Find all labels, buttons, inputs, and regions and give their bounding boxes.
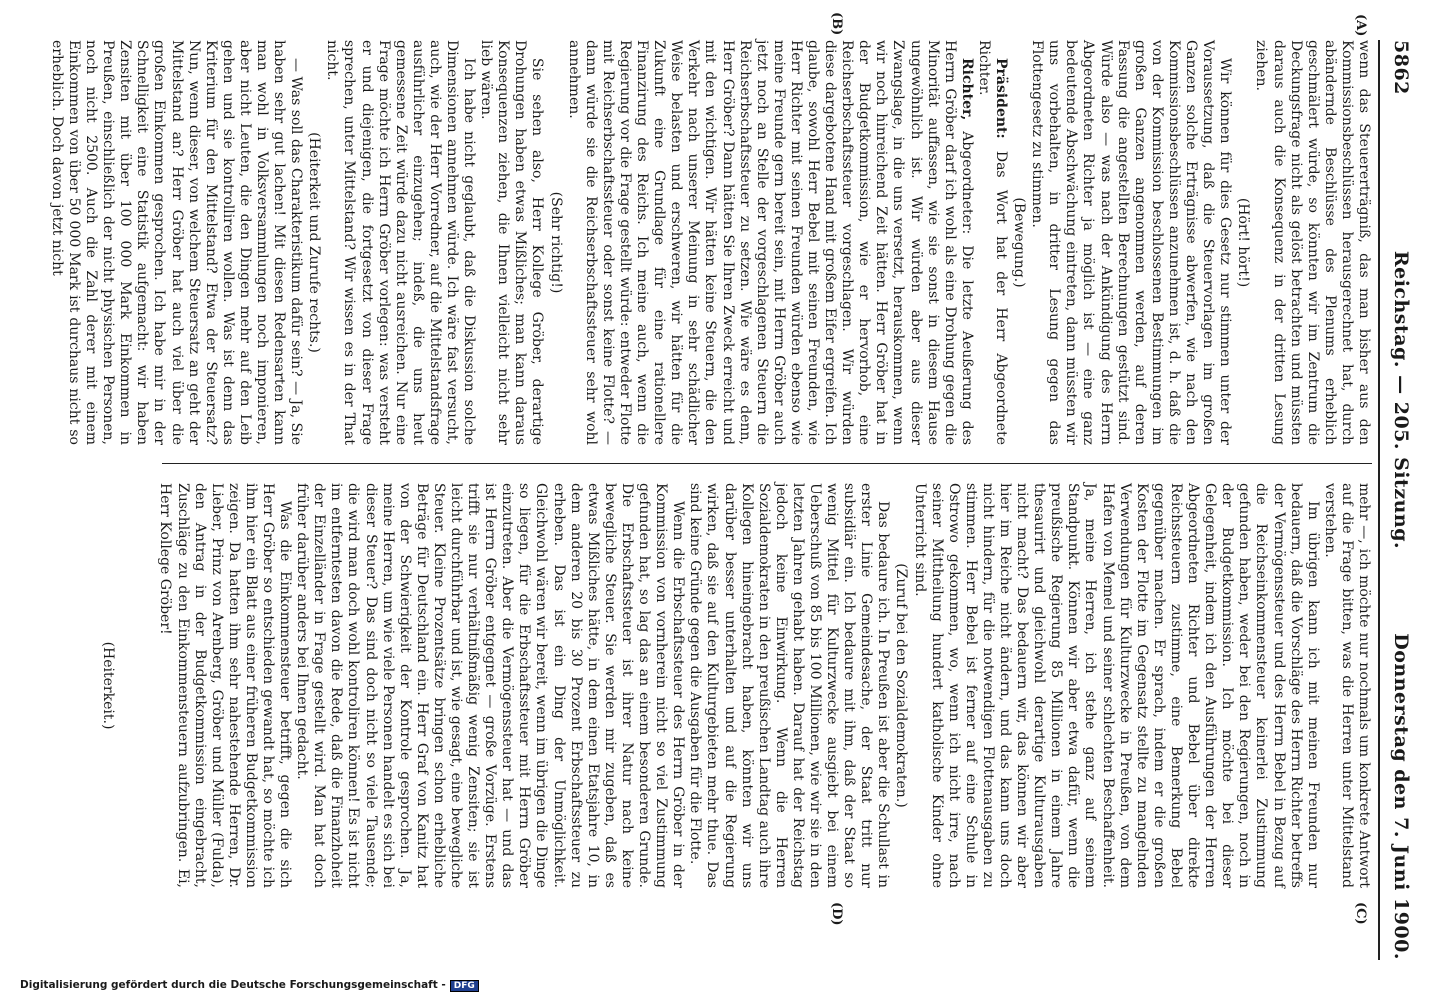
paragraph: wenn das Steuererträgniß, das man bisher aus den Kommissionsbeschlüssen herausgerechnet hat, durch abändernde Beschlüsse des Plenums erheblich geschmälert würde, so könnten wir im Zentrum die Deckungsfrage nicht als gelöst betrachten und müssten daraus auch die Konsequenz in der dritten Lesung ziehen. [1253,40,1372,445]
margin-marker-d: (D) [829,902,844,926]
right-column [92,483,1372,888]
paragraph: mehr —, ich möchte nur nochmals um konkrete Antwort auf die Frage bitten, was die Herren unter Mittelstand verstehen. [1321,483,1372,888]
paragraph: Wenn die Erbschaftssteuer des Herrn Gröber in der Kommission von vornherein nicht so viel Zustimmung gefunden hat, so lag das an einem besonderen Grunde. Die Erbschaftssteuer ist ihrer Natur nach keine bewegliche Steuer. Sie werden mir zugeben, daß es etwas Mißliches hätte, in dem einen Etatsjahre 10, in dem anderen 20 bis 30 Prozent Erbschaftssteuer zu erheben. Das ist ein Ding der Unmöglichkeit. Gleichwohl wären wir bereit, wenn im übrigen die Dinge so liegen, für die Erbschaftssteuer mit Herrn Gröber einzutreten. Aber die Vermögenssteuer hat — und das ist Herrn Gröber entgegnet — große Vorzüge. Erstens trifft sie nur verhältnißmäßig wenig Zensiten; sie ist leicht durchführbar und ist, wie gesagt, eine bewegliche Steuer. Kleine Prozentsätze bringen schon erhebliche Beträge für Deutschland ein. Herr Graf von Kanitz hat von der Schwierigkeit der Kontrole gesprochen. Ja, meine Herren, um wie viele Personen handelt es sich bei dieser Steuer? Das sind doch nicht so viele Tausende; die wird man doch wohl kontroliren können! Es ist nicht im entferntesten davon die Rede, daß die Finanzhoheit der Einzelländer in Frage gestellt wird. Man hat doch früher darüber anders bei Ihnen gedacht. [294,483,687,888]
interjection: (Bewegung.) [1011,197,1028,288]
header-rule [1378,40,1380,960]
paragraph: Sie sehen also, Herr Kollege Gröber, derartige Drohungen haben etwas Mißliches; man kann daraus Konsequenzen ziehen, die Ihnen vielleicht nicht sehr lieb wären. [478,40,546,445]
margin-marker-c: (C) [1353,902,1368,925]
margin-marker-b: (B) [829,12,844,36]
page-number: 5862 [1390,40,1412,95]
left-column [48,40,1372,446]
interjection: (Heiterkeit und Zurufe rechts.) [306,132,323,353]
interjection: (Sehr richtig!) [547,191,564,294]
session-date: Donnerstag den 7. Juni 1900. [1390,633,1412,960]
paragraph: Was die Einkommensteuer betrifft, gegen die sich Herr Gröber so entschieden gewandt hat, so möchte ich ihm hier ein Blatt aus einer früheren Budgetkommission zeigen. Da hatten ihm sehr nahestehende Herren, Dr. Lieber, Prinz von Arenberg, Gröber und Müller (Fulda), den Antrag in der Budgetkommission eingebracht, Zuschläge zu den Einkommensteuern aufzubringen. Ei, Herr Kollege Gröber! [157,483,294,888]
paragraph: Das bedaure ich. In Preußen ist aber die Schullast in erster Linie Gemeindesache, der Staat tritt nur subsidiär ein. Ich bedaure mit ihm, daß der Staat so wenig Mittel für Kulturzwecke ausgiebt bei einem Ueberschuß von 85 bis 100 Millionen, wie wir sie in den letzten Jahren gehabt haben. Darauf hat der Reichstag jedoch keine Einwirkung. Wenn die Herren Sozialdemokraten in den preußischen Landtag auch ihre Kollegen hineingebracht haben, könnten wir uns darüber besser unterhalten und auf die Regierung wirken, daß sie auf den Kulturgebieten mehr thue. Das sind keine Gründe gegen die Ausgaben für die Flotte. [687,483,892,888]
margin-marker-a: (A) [1353,14,1368,37]
paragraph: — Was soll das Charakteristikum dafür sein? — Ja, Sie haben sehr gut lachen! Mit diesen Redensarten kann man wohl in Volksversammlungen noch imponieren, aber nicht Leuten, die den Dingen mehr auf den Leib gehen und sie kontrolliren wollen. Was ist denn das Kriterium für den Mittelstand? Etwa der Steuersatz? Nun, wenn dieser, von welchem Steuersatz an geht der Mittelstand an? Herr Gröber hat auch viel über die großen Einkommen gesprochen. Ich habe mir in der Schnelligkeit eine Statistik aufgemacht: wir haben Zensiten mit über 100 000 Mark Einkommen in Preußen, einschließlich der nicht physischen Personen, noch nicht 2500. Auch die Zahl derer mit einem Einkommen von über 50 000 Mark ist durchaus nicht so erheblich. Doch davon jetzt nicht [48,40,305,445]
interjection: (Heiterkeit.) [100,641,117,730]
column-divider [162,463,1372,464]
paragraph: Wir können für dies Gesetz nur stimmen unter der Voraussetzung, daß die Steuervorlagen im großen Ganzen solche Erträgnisse abwerfen, wie nach den Kommissionsbeschlüssen anzunehmen ist, d. h. daß die von der Kommission beschlossenen Bestimmungen im großen Ganzen angenommen werden, auf deren Fassung die angestellten Berechnungen gestützt sind. Würde also — was nach der Ankündigung des Herrn Abgeordneten Richter ja möglich ist — eine ganz bedeutende Abschwächung eintreten, dann müssten wir uns vorbehalten, in dritter Lesung gegen das Flottengesetz zu stimmen. [1029,40,1234,445]
digitization-footer [20,979,479,992]
speaker-name: Präsident: [993,58,1010,139]
dfg-logo: DFG [450,980,479,992]
page-title: Reichstag. — 205. Sitzung. [1390,250,1412,550]
speech-text: Abgeordneter: Die letzte Aeußerung des Herrn Gröber darf ich wohl als eine Drohung gegen die Minorität auffassen, wie sie sonst in diesem Hause ungewöhnlich ist. Wir würden aber aus dieser Zwangslage, in die uns versetzt, herauskommen, wenn wir noch hinreichend Zeit hätten. Herr Gröber hat in der Budgetkommission, wie er hervorhob, eine Reichserbschaftssteuer vorgeschlagen. Wir würden diese dargebotene Hand mit großem Eifer ergreifen. Ich glaube, sowohl Herr Bebel mit seinen Freunden, wie Herr Richter mit seinen Freunden würden ebenso wie meine Freunde gern bereit sein, mit Herrn Gröber auch jetzt noch an Stelle der vorgeschlagenen Steuern die Reichserbschaftssteuer zu setzen. Wie wäre es denn, Herr Gröber? Dann hätten Sie Ihren Zweck erreicht und mit den wichtigen. Wir hätten keine Steuern, die den Verkehr nach unserer Meinung in sehr schädlicher Weise belasten und erschweren, wir hätten für die Zukunft eine Grundlage für eine rationellere Finanzirung des Reichs. Ich meine auch, wenn die Regierung vor die Frage gestellt würde: entweder Flotte mit Reichserbschaftssteuer oder sonst keine Flotte? — dann würde sie die Reichserbschaftssteuer sehr wohl annehmen. [565,40,975,446]
speaker-name: Richter, [958,58,975,121]
speech-text: Das Wort hat der Herr Abgeordnete Richter. [975,40,1010,445]
page-header [1384,40,1412,960]
speaker-paragraph [975,40,1009,445]
footer-text: Digitalisierung gefördert durch die Deutsche Forschungsgemeinschaft - [20,979,446,991]
interjection: (Hört! hört!) [1235,197,1252,288]
speaker-paragraph [565,40,975,445]
paragraph: Ich habe nicht geglaubt, daß die Diskussion solche Dimensionen annehmen würde. Ich wäre fast versucht, auch, wie der Herr Vorredner, auf die Mittelstandsfrage ausführlicher einzugehen; indeß, die uns heut gemessene Zeit würde dazu nicht ausreichen. Nur eine Frage möchte ich Herrn Gröber vorlegen: was versteht er und diejenigen, die fortgesetzt von dieser Frage sprechen, unter Mittelstand? Wir wissen es in der That nicht. [324,40,478,445]
interjection: (Zuruf bei den Sozialdemokraten.) [893,563,910,808]
paragraph: Im übrigen kann ich mit meinen Freunden nur bedauern, daß die Vorschläge des Herrn Richter betreffs der Vermögenssteuer und des Herrn Bebel in Bezug auf die Reichseinkommensteuer keinerlei Zustimmung gefunden haben, weder bei den Regierungen, noch in der Budgetkommission. Ich möchte bei dieser Gelegenheit, indem ich den Ausführungen der Herren Abgeordneten Richter und Bebel über direkte Reichssteuern zustimme, eine Bemerkung Bebel gegenüber machen. Er sprach, indem er die großen Kosten der Flotte im Gegensatz stellte zu mangelnden Verwendungen für Kulturzwecke in Preußen, von dem Hafen von Memel und seiner schlechten Beschaffenheit. Ja, meine Herren, ich stehe ganz auf seinem Standpunkt. Können wir aber etwa dafür, wenn die preußische Regierung 85 Millionen in einem Jahre thesaurirt und gleichwohl derartige Kulturausgaben nicht macht? Das bedauern wir, das können wir aber hier im Reiche nicht ändern, und das kann uns doch nicht hindern, für die notwendigen Flottenausgaben zu stimmen. Herr Bebel ist ferner auf eine Schule in Ostrowo gekommen, wo, wenn ich nicht irre, nach seiner Mittheilung hundert katholische Kinder ohne Unterricht sind. [911,483,1321,888]
